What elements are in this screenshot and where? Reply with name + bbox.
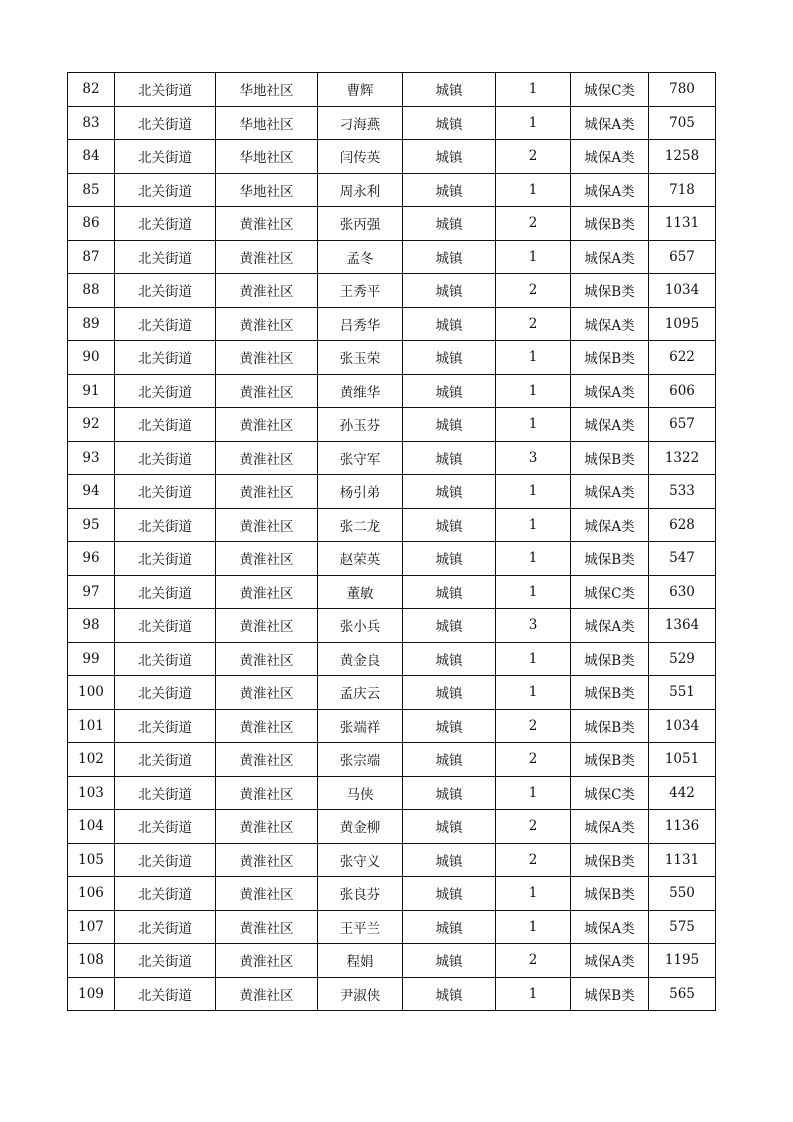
table-row (68, 642, 716, 676)
cell-community: 黄淮社区 (216, 575, 318, 609)
table-row (68, 910, 716, 944)
cell-household-type: 城镇 (403, 274, 496, 308)
cell-household-type: 城镇 (403, 207, 496, 241)
cell-insurance-category: 城保A类 (571, 173, 649, 207)
cell-household-size: 3 (496, 609, 571, 643)
cell-row-number: 83 (68, 106, 115, 140)
cell-household-size: 1 (496, 542, 571, 576)
cell-row-number: 104 (68, 810, 115, 844)
table-row (68, 810, 716, 844)
cell-person-name: 孟冬 (318, 240, 403, 274)
cell-row-number: 107 (68, 910, 115, 944)
table-row (68, 676, 716, 710)
cell-amount: 622 (649, 341, 716, 375)
cell-insurance-category: 城保C类 (571, 575, 649, 609)
cell-household-size: 1 (496, 910, 571, 944)
cell-amount: 1364 (649, 609, 716, 643)
cell-amount: 705 (649, 106, 716, 140)
cell-community: 黄淮社区 (216, 307, 318, 341)
cell-row-number: 103 (68, 776, 115, 810)
cell-person-name: 张守军 (318, 441, 403, 475)
cell-row-number: 90 (68, 341, 115, 375)
cell-insurance-category: 城保B类 (571, 274, 649, 308)
cell-amount: 1095 (649, 307, 716, 341)
cell-subdistrict: 北关街道 (115, 341, 216, 375)
cell-subdistrict: 北关街道 (115, 73, 216, 107)
cell-subdistrict: 北关街道 (115, 609, 216, 643)
cell-amount: 529 (649, 642, 716, 676)
cell-household-size: 2 (496, 709, 571, 743)
cell-person-name: 孟庆云 (318, 676, 403, 710)
cell-person-name: 赵荣英 (318, 542, 403, 576)
cell-insurance-category: 城保A类 (571, 240, 649, 274)
table-row (68, 709, 716, 743)
cell-row-number: 109 (68, 977, 115, 1011)
cell-household-type: 城镇 (403, 240, 496, 274)
cell-household-type: 城镇 (403, 307, 496, 341)
table-row (68, 173, 716, 207)
cell-community: 黄淮社区 (216, 441, 318, 475)
cell-subdistrict: 北关街道 (115, 475, 216, 509)
table-row (68, 944, 716, 978)
table-row (68, 843, 716, 877)
cell-household-type: 城镇 (403, 475, 496, 509)
cell-household-size: 1 (496, 341, 571, 375)
cell-amount: 1195 (649, 944, 716, 978)
table-row (68, 441, 716, 475)
cell-household-size: 1 (496, 374, 571, 408)
cell-community: 黄淮社区 (216, 709, 318, 743)
cell-subdistrict: 北关街道 (115, 944, 216, 978)
table-row (68, 508, 716, 542)
cell-amount: 1034 (649, 709, 716, 743)
cell-household-size: 1 (496, 73, 571, 107)
cell-household-size: 1 (496, 475, 571, 509)
cell-community: 华地社区 (216, 73, 318, 107)
table-row (68, 341, 716, 375)
cell-household-size: 1 (496, 676, 571, 710)
cell-household-size: 2 (496, 843, 571, 877)
cell-subdistrict: 北关街道 (115, 374, 216, 408)
cell-insurance-category: 城保B类 (571, 877, 649, 911)
cell-household-type: 城镇 (403, 676, 496, 710)
cell-community: 黄淮社区 (216, 240, 318, 274)
cell-row-number: 88 (68, 274, 115, 308)
cell-household-type: 城镇 (403, 944, 496, 978)
cell-household-size: 1 (496, 408, 571, 442)
cell-person-name: 马侠 (318, 776, 403, 810)
cell-community: 黄淮社区 (216, 508, 318, 542)
cell-insurance-category: 城保A类 (571, 508, 649, 542)
cell-household-size: 1 (496, 642, 571, 676)
cell-household-size: 2 (496, 307, 571, 341)
cell-insurance-category: 城保A类 (571, 307, 649, 341)
cell-community: 黄淮社区 (216, 944, 318, 978)
table-row (68, 408, 716, 442)
cell-row-number: 89 (68, 307, 115, 341)
cell-person-name: 张小兵 (318, 609, 403, 643)
cell-amount: 551 (649, 676, 716, 710)
cell-household-type: 城镇 (403, 776, 496, 810)
cell-amount: 575 (649, 910, 716, 944)
cell-person-name: 张玉荣 (318, 341, 403, 375)
cell-subdistrict: 北关街道 (115, 140, 216, 174)
cell-household-size: 1 (496, 508, 571, 542)
cell-amount: 780 (649, 73, 716, 107)
table-row (68, 73, 716, 107)
cell-person-name: 张二龙 (318, 508, 403, 542)
cell-subdistrict: 北关街道 (115, 676, 216, 710)
cell-household-type: 城镇 (403, 910, 496, 944)
cell-household-type: 城镇 (403, 173, 496, 207)
cell-household-type: 城镇 (403, 542, 496, 576)
cell-row-number: 105 (68, 843, 115, 877)
cell-insurance-category: 城保A类 (571, 374, 649, 408)
table-row (68, 140, 716, 174)
table-row (68, 776, 716, 810)
cell-subdistrict: 北关街道 (115, 910, 216, 944)
cell-insurance-category: 城保B类 (571, 843, 649, 877)
cell-community: 黄淮社区 (216, 609, 318, 643)
table-row (68, 475, 716, 509)
cell-insurance-category: 城保A类 (571, 810, 649, 844)
cell-row-number: 108 (68, 944, 115, 978)
cell-person-name: 黄维华 (318, 374, 403, 408)
cell-household-size: 1 (496, 977, 571, 1011)
cell-subdistrict: 北关街道 (115, 743, 216, 777)
cell-household-size: 2 (496, 274, 571, 308)
cell-row-number: 86 (68, 207, 115, 241)
cell-insurance-category: 城保C类 (571, 776, 649, 810)
cell-household-type: 城镇 (403, 977, 496, 1011)
cell-subdistrict: 北关街道 (115, 240, 216, 274)
cell-community: 黄淮社区 (216, 374, 318, 408)
cell-row-number: 95 (68, 508, 115, 542)
cell-person-name: 张端祥 (318, 709, 403, 743)
cell-community: 黄淮社区 (216, 341, 318, 375)
cell-community: 黄淮社区 (216, 207, 318, 241)
cell-subdistrict: 北关街道 (115, 877, 216, 911)
table-row (68, 575, 716, 609)
cell-subdistrict: 北关街道 (115, 642, 216, 676)
cell-community: 黄淮社区 (216, 274, 318, 308)
cell-person-name: 王平兰 (318, 910, 403, 944)
cell-row-number: 98 (68, 609, 115, 643)
cell-row-number: 97 (68, 575, 115, 609)
cell-amount: 1322 (649, 441, 716, 475)
cell-person-name: 尹淑侠 (318, 977, 403, 1011)
table-row (68, 877, 716, 911)
table-row (68, 307, 716, 341)
cell-person-name: 张宗端 (318, 743, 403, 777)
cell-subdistrict: 北关街道 (115, 508, 216, 542)
cell-row-number: 93 (68, 441, 115, 475)
cell-subdistrict: 北关街道 (115, 274, 216, 308)
cell-community: 黄淮社区 (216, 810, 318, 844)
table-body (68, 73, 716, 1011)
cell-subdistrict: 北关街道 (115, 843, 216, 877)
cell-community: 黄淮社区 (216, 877, 318, 911)
cell-insurance-category: 城保B类 (571, 743, 649, 777)
cell-amount: 547 (649, 542, 716, 576)
table-row (68, 374, 716, 408)
cell-household-size: 2 (496, 207, 571, 241)
table-row (68, 240, 716, 274)
cell-amount: 533 (649, 475, 716, 509)
cell-household-type: 城镇 (403, 709, 496, 743)
cell-person-name: 闫传英 (318, 140, 403, 174)
cell-insurance-category: 城保B类 (571, 709, 649, 743)
cell-person-name: 杨引弟 (318, 475, 403, 509)
cell-subdistrict: 北关街道 (115, 810, 216, 844)
cell-community: 华地社区 (216, 106, 318, 140)
cell-community: 黄淮社区 (216, 642, 318, 676)
cell-insurance-category: 城保B类 (571, 542, 649, 576)
cell-household-size: 2 (496, 944, 571, 978)
cell-community: 黄淮社区 (216, 776, 318, 810)
cell-row-number: 100 (68, 676, 115, 710)
cell-household-type: 城镇 (403, 374, 496, 408)
cell-insurance-category: 城保C类 (571, 73, 649, 107)
cell-insurance-category: 城保B类 (571, 676, 649, 710)
cell-subdistrict: 北关街道 (115, 408, 216, 442)
cell-amount: 630 (649, 575, 716, 609)
cell-row-number: 99 (68, 642, 115, 676)
table-row (68, 542, 716, 576)
cell-person-name: 董敏 (318, 575, 403, 609)
table-row (68, 106, 716, 140)
cell-community: 黄淮社区 (216, 910, 318, 944)
cell-row-number: 102 (68, 743, 115, 777)
cell-insurance-category: 城保A类 (571, 910, 649, 944)
cell-household-type: 城镇 (403, 508, 496, 542)
cell-person-name: 程娟 (318, 944, 403, 978)
table-row (68, 743, 716, 777)
cell-row-number: 94 (68, 475, 115, 509)
cell-household-size: 1 (496, 173, 571, 207)
table-row (68, 977, 716, 1011)
cell-household-size: 1 (496, 240, 571, 274)
cell-insurance-category: 城保A类 (571, 106, 649, 140)
table-row (68, 274, 716, 308)
cell-community: 黄淮社区 (216, 408, 318, 442)
cell-person-name: 张丙强 (318, 207, 403, 241)
cell-household-size: 2 (496, 810, 571, 844)
cell-insurance-category: 城保A类 (571, 475, 649, 509)
cell-person-name: 曹辉 (318, 73, 403, 107)
table-row (68, 609, 716, 643)
cell-subdistrict: 北关街道 (115, 776, 216, 810)
cell-household-size: 1 (496, 106, 571, 140)
cell-row-number: 85 (68, 173, 115, 207)
cell-amount: 606 (649, 374, 716, 408)
cell-amount: 1034 (649, 274, 716, 308)
cell-amount: 550 (649, 877, 716, 911)
cell-person-name: 王秀平 (318, 274, 403, 308)
cell-household-size: 1 (496, 575, 571, 609)
cell-household-type: 城镇 (403, 408, 496, 442)
cell-community: 黄淮社区 (216, 843, 318, 877)
cell-person-name: 张良芬 (318, 877, 403, 911)
cell-subdistrict: 北关街道 (115, 441, 216, 475)
cell-subdistrict: 北关街道 (115, 709, 216, 743)
cell-person-name: 黄金良 (318, 642, 403, 676)
cell-insurance-category: 城保A类 (571, 140, 649, 174)
cell-amount: 1136 (649, 810, 716, 844)
cell-household-size: 1 (496, 877, 571, 911)
cell-row-number: 96 (68, 542, 115, 576)
cell-community: 华地社区 (216, 173, 318, 207)
cell-person-name: 周永利 (318, 173, 403, 207)
cell-household-size: 1 (496, 776, 571, 810)
cell-insurance-category: 城保A类 (571, 408, 649, 442)
cell-household-type: 城镇 (403, 877, 496, 911)
cell-insurance-category: 城保B类 (571, 977, 649, 1011)
cell-subdistrict: 北关街道 (115, 307, 216, 341)
cell-row-number: 91 (68, 374, 115, 408)
cell-insurance-category: 城保B类 (571, 207, 649, 241)
cell-household-size: 3 (496, 441, 571, 475)
cell-community: 黄淮社区 (216, 743, 318, 777)
cell-household-type: 城镇 (403, 341, 496, 375)
cell-community: 黄淮社区 (216, 676, 318, 710)
cell-amount: 1258 (649, 140, 716, 174)
cell-insurance-category: 城保B类 (571, 642, 649, 676)
cell-row-number: 82 (68, 73, 115, 107)
cell-household-type: 城镇 (403, 140, 496, 174)
cell-insurance-category: 城保A类 (571, 944, 649, 978)
cell-amount: 442 (649, 776, 716, 810)
cell-amount: 628 (649, 508, 716, 542)
cell-row-number: 84 (68, 140, 115, 174)
cell-subdistrict: 北关街道 (115, 542, 216, 576)
cell-household-type: 城镇 (403, 743, 496, 777)
cell-insurance-category: 城保B类 (571, 341, 649, 375)
cell-amount: 1131 (649, 843, 716, 877)
cell-community: 黄淮社区 (216, 977, 318, 1011)
cell-household-type: 城镇 (403, 73, 496, 107)
cell-insurance-category: 城保B类 (571, 441, 649, 475)
cell-person-name: 孙玉芬 (318, 408, 403, 442)
cell-person-name: 吕秀华 (318, 307, 403, 341)
table-row (68, 207, 716, 241)
cell-row-number: 87 (68, 240, 115, 274)
cell-household-type: 城镇 (403, 609, 496, 643)
cell-row-number: 106 (68, 877, 115, 911)
cell-amount: 657 (649, 240, 716, 274)
cell-subdistrict: 北关街道 (115, 575, 216, 609)
cell-amount: 1051 (649, 743, 716, 777)
cell-subdistrict: 北关街道 (115, 977, 216, 1011)
benefit-table (67, 72, 716, 1011)
cell-household-type: 城镇 (403, 642, 496, 676)
cell-subdistrict: 北关街道 (115, 207, 216, 241)
cell-household-type: 城镇 (403, 106, 496, 140)
cell-household-size: 2 (496, 743, 571, 777)
cell-subdistrict: 北关街道 (115, 173, 216, 207)
cell-amount: 565 (649, 977, 716, 1011)
cell-household-type: 城镇 (403, 810, 496, 844)
cell-amount: 1131 (649, 207, 716, 241)
cell-subdistrict: 北关街道 (115, 106, 216, 140)
cell-household-type: 城镇 (403, 575, 496, 609)
cell-insurance-category: 城保A类 (571, 609, 649, 643)
cell-row-number: 92 (68, 408, 115, 442)
cell-amount: 657 (649, 408, 716, 442)
cell-person-name: 黄金柳 (318, 810, 403, 844)
cell-person-name: 张守义 (318, 843, 403, 877)
cell-amount: 718 (649, 173, 716, 207)
cell-community: 黄淮社区 (216, 475, 318, 509)
cell-household-type: 城镇 (403, 843, 496, 877)
cell-household-type: 城镇 (403, 441, 496, 475)
cell-person-name: 刁海燕 (318, 106, 403, 140)
cell-household-size: 2 (496, 140, 571, 174)
cell-community: 黄淮社区 (216, 542, 318, 576)
cell-row-number: 101 (68, 709, 115, 743)
cell-community: 华地社区 (216, 140, 318, 174)
